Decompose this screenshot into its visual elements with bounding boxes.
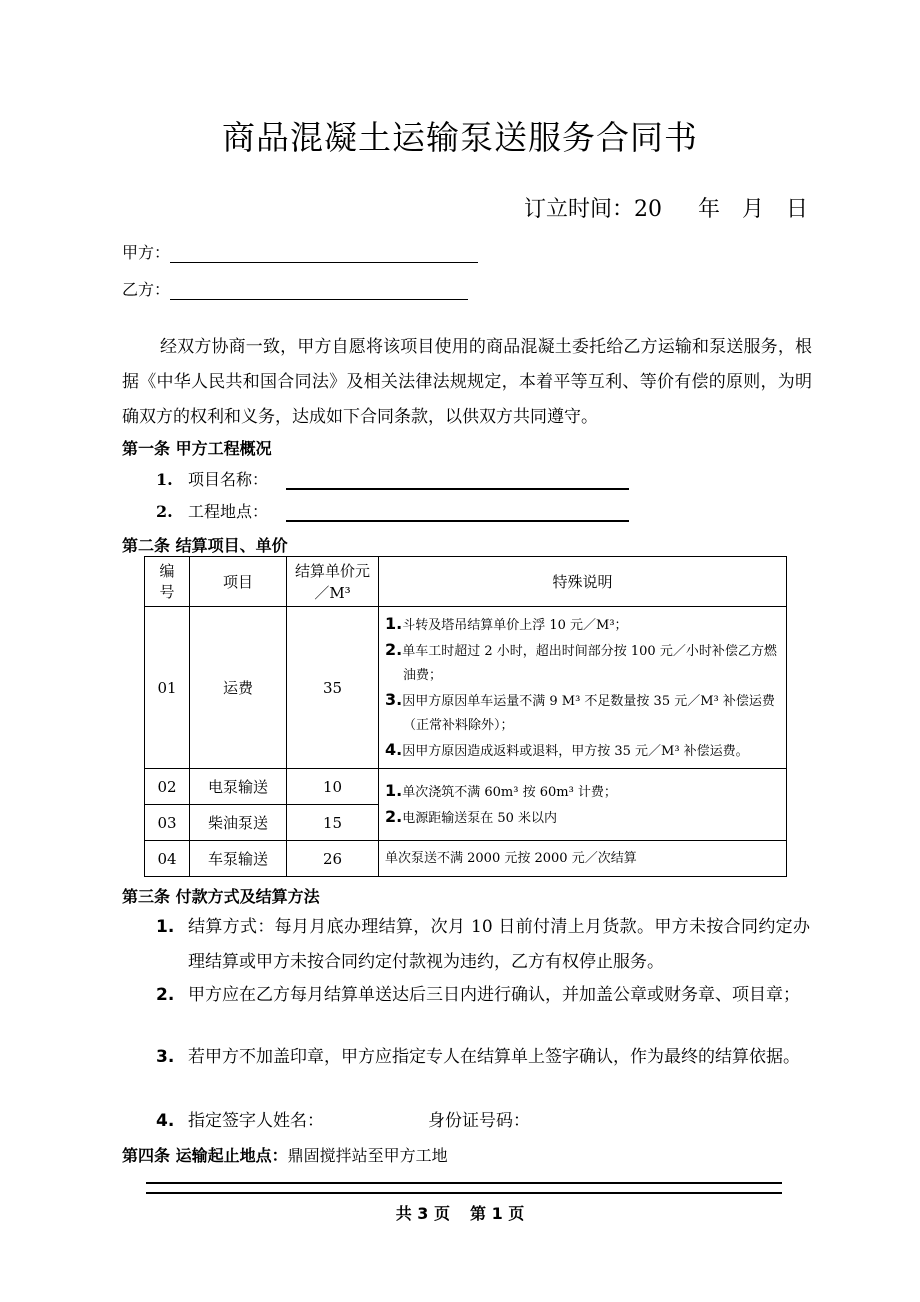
item-number: 2. [156, 985, 175, 1005]
table-header-row [145, 557, 787, 607]
footer-divider [146, 1182, 782, 1194]
id-number-label: 身份证号码： [428, 1111, 530, 1131]
item-text: 结算方式：每月月底办理结算，次月 10 日前付清上月货款。甲方未按合同约定办理结算或甲方未按合同约定付款视为违约，乙方有权停止服务。 [188, 917, 810, 972]
article4-content: 鼎固搅拌站至甲方工地 [287, 1146, 448, 1165]
table-row [145, 607, 787, 769]
row-price: 35 [287, 607, 379, 769]
signer-name-label: 指定签字人姓名： [188, 1111, 324, 1131]
row-item: 车泵输送 [190, 841, 287, 877]
row-item: 柴油泵送 [190, 805, 287, 841]
article4 [122, 1143, 448, 1166]
party-b-blank[interactable] [170, 283, 468, 300]
article2-title: 第二条 结算项目、单价 [122, 536, 288, 555]
page-title: 商品混凝土运输泵送服务合同书 [222, 118, 698, 157]
page-footer [0, 1201, 920, 1224]
item-number: 4. [156, 1111, 175, 1131]
party-a-label: 甲方： [122, 243, 171, 262]
row-item: 电泵输送 [190, 769, 287, 805]
row-price: 26 [287, 841, 379, 877]
article1-title: 第一条 甲方工程概况 [122, 439, 272, 458]
item-number: 1. [156, 470, 173, 489]
article3-title: 第三条 付款方式及结算方法 [122, 887, 320, 906]
date-month: 月 [741, 197, 764, 222]
project-name-blank[interactable] [286, 474, 629, 490]
header-no: 编号 [145, 557, 190, 607]
header-price: 结算单价元／M³ [287, 557, 379, 607]
project-location-blank[interactable] [286, 506, 629, 522]
article1-item-2 [156, 499, 629, 522]
note-4: 4.因甲方原因造成返料或退料，甲方按 35 元／M³ 补偿运费。 [385, 739, 749, 759]
payment-item-4 [156, 1104, 810, 1139]
note-1: 1.斗转及塔吊结算单价上浮 10 元／M³； [385, 613, 628, 633]
item-text: 甲方应在乙方每月结算单送达后三日内进行确认，并加盖公章或财务章、项目章； [188, 985, 800, 1005]
current-page: 第 1 页 [470, 1204, 525, 1223]
date-year: 年 [697, 197, 720, 222]
item-label: 项目名称： [188, 470, 269, 489]
party-b [122, 277, 468, 300]
row-price: 15 [287, 805, 379, 841]
row-no: 01 [145, 607, 190, 769]
note-2: 2.电源距输送泵在 50 米以内 [385, 806, 558, 826]
header-notes: 特殊说明 [379, 557, 787, 607]
truck-note: 单次泵送不满 2000 元按 2000 元／次结算 [379, 841, 787, 877]
freight-notes [379, 607, 787, 769]
row-price: 10 [287, 769, 379, 805]
item-label: 工程地点： [188, 502, 269, 521]
row-item: 运费 [190, 607, 287, 769]
payment-item-1 [156, 910, 810, 980]
total-pages: 共 3 页 [395, 1204, 450, 1223]
date-day: 日 [785, 197, 808, 222]
item-number: 3. [156, 1047, 175, 1067]
intro-paragraph: 经双方协商一致，甲方自愿将该项目使用的商品混凝土委托给乙方运输和泵送服务，根据《中华人民共和国合同法》及相关法律法规规定，本着平等互利、等价有偿的原则，为明确双方的权利和义务，达成如下合同条款，以供双方共同遵守。 [122, 337, 812, 427]
payment-item-3 [156, 1040, 810, 1075]
table-row [145, 841, 787, 877]
price-table [144, 556, 787, 877]
item-number: 1. [156, 917, 175, 937]
party-a-blank[interactable] [170, 246, 478, 263]
article1-item-1 [156, 467, 629, 490]
article4-title: 第四条 运输起止地点： [122, 1146, 288, 1165]
payment-item-2 [156, 978, 810, 1013]
table-row [145, 769, 787, 805]
party-b-label: 乙方： [122, 280, 171, 299]
signing-date [524, 192, 808, 223]
party-a [122, 240, 478, 263]
date-label: 订立时间：20 [523, 197, 662, 222]
note-1: 1.单次浇筑不满 60m³ 按 60m³ 计费； [385, 780, 617, 800]
row-no: 04 [145, 841, 190, 877]
pump-notes [379, 769, 787, 841]
item-text: 若甲方不加盖印章，甲方应指定专人在结算单上签字确认，作为最终的结算依据。 [188, 1047, 800, 1067]
item-number: 2. [156, 502, 173, 521]
header-item: 项目 [190, 557, 287, 607]
row-no: 02 [145, 769, 190, 805]
row-no: 03 [145, 805, 190, 841]
note-2: 2.单车工时超过 2 小时，超出时间部分按 100 元／小时补偿乙方燃油费； [385, 639, 777, 683]
note-3: 3.因甲方原因单车运量不满 9 M³ 不足数量按 35 元／M³ 补偿运费（正常补料除外）； [385, 689, 775, 733]
